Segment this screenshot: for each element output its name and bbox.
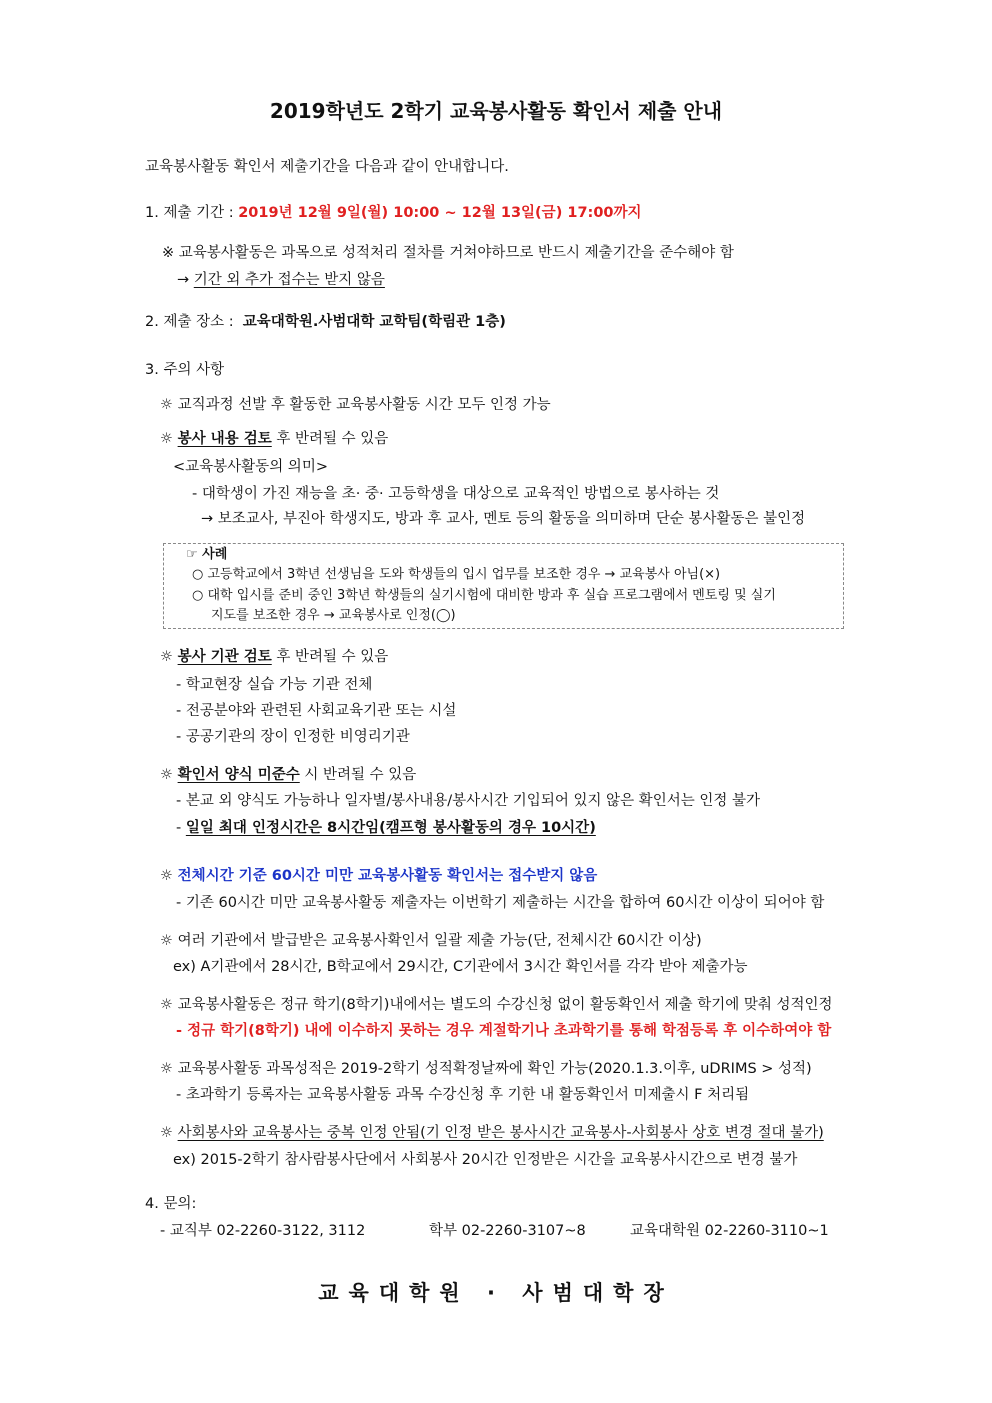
section-4-label: 4. 문의: (145, 1196, 197, 1212)
contact-teaching: - 교직부 02-2260-3122, 3112 (160, 1223, 366, 1239)
point-2-rest: 후 반려될 수 있음 (271, 431, 389, 447)
example-case-1: ○ 고등학교에서 3학년 선생님을 도와 학생들의 입시 업무를 보조한 경우 → 교육봉사 아님(×) (192, 567, 721, 582)
point-3-item-1: - 학교현장 실습 가능 기관 전체 (176, 677, 373, 693)
submission-place: 교육대학원.사범대학 교학팀(학림관 1층) (242, 314, 506, 330)
section-2-line (145, 312, 506, 332)
point-2-underlined: 봉사 내용 검토 (177, 431, 272, 447)
section-1-note2: 기간 외 추가 접수는 받지 않음 (193, 272, 385, 288)
point-8: ☼ 교육봉사활동 과목성적은 2019-2학기 성적확정날짜에 확인 가능(2020.1.3.이후, uDRIMS > 성적) (160, 1061, 812, 1077)
point-9 (160, 1123, 824, 1143)
point-2 (160, 429, 388, 449)
point-9-example: ex) 2015-2학기 참사람봉사단에서 사회봉사 20시간 인정받은 시간을 교육봉사시간으로 변경 불가 (173, 1152, 798, 1168)
submission-period: 2019년 12월 9일(월) 10:00 ~ 12월 13일(금) 17:00까지 (238, 205, 642, 221)
section-1-label: 1. 제출 기간 : (145, 205, 239, 221)
point-5-item-1: - 기존 60시간 미만 교육봉사활동 제출자는 이번학기 제출하는 시간을 합하여 60시간 이상이 되어야 함 (176, 895, 825, 911)
contact-grad: 교육대학원 02-2260-3110~1 (630, 1223, 829, 1239)
contact-undergrad: 학부 02-2260-3107~8 (429, 1223, 586, 1239)
point-8-item-1: - 초과학기 등록자는 교육봉사활동 과목 수강신청 후 기한 내 활동확인서 미제출시 F 처리됨 (176, 1087, 750, 1103)
point-6: ☼ 여러 기관에서 발급받은 교육봉사확인서 일괄 제출 가능(단, 전체시간 60시간 이상) (160, 933, 702, 949)
example-heading: ☞ 사례 (186, 547, 228, 562)
section-2-label: 2. 제출 장소 : (145, 314, 234, 330)
dash: - (176, 820, 186, 836)
point-3-item-2: - 전공분야와 관련된 사회교육기관 또는 시설 (176, 703, 457, 719)
sun-icon: ☼ (160, 868, 178, 884)
example-box (163, 543, 844, 629)
example-case-2b: 지도를 보조한 경우 → 교육봉사로 인정(◯) (211, 608, 456, 623)
point-3-underlined: 봉사 기관 검토 (177, 649, 272, 665)
meaning-desc-2: → 보조교사, 부진아 학생지도, 방과 후 교사, 멘토 등의 활동을 의미하며 단순 봉사활동은 불인정 (201, 511, 806, 527)
point-1: ☼ 교직과정 선발 후 활동한 교육봉사활동 시간 모두 인정 가능 (160, 397, 551, 413)
point-4-item-2: 일일 최대 인정시간은 8시간임(캠프형 봉사활동의 경우 10시간) (185, 820, 596, 836)
point-3 (160, 647, 388, 667)
sun-icon: ☼ (160, 431, 178, 447)
point-3-item-3: - 공공기관의 장이 인정한 비영리기관 (176, 729, 410, 745)
section-1-line (145, 203, 642, 223)
point-5-text: 전체시간 기준 60시간 미만 교육봉사활동 확인서는 접수받지 않음 (177, 868, 598, 884)
section-1-note2-line (177, 270, 385, 290)
point-4-item-1: - 본교 외 양식도 가능하나 일자별/봉사내용/봉사시간 기입되어 있지 않은 확인서는 인정 불가 (176, 793, 760, 809)
page-title: 2019학년도 2학기 교육봉사활동 확인서 제출 안내 (269, 99, 723, 123)
point-4-item-2-line (176, 818, 596, 838)
point-3-rest: 후 반려될 수 있음 (271, 649, 389, 665)
meaning-desc-1: - 대학생이 가진 재능을 초· 중· 고등학생을 대상으로 교육적인 방법으로 봉사하는 것 (192, 486, 720, 502)
sun-icon: ☼ (160, 1125, 178, 1141)
point-4-rest: 시 반려될 수 있음 (299, 767, 417, 783)
sun-icon: ☼ (160, 767, 178, 783)
arrow-icon: → (177, 272, 194, 288)
meaning-heading: <교육봉사활동의 의미> (173, 459, 328, 475)
point-4-underlined: 확인서 양식 미준수 (177, 767, 300, 783)
sun-icon: ☼ (160, 649, 178, 665)
section-1-note: ※ 교육봉사활동은 과목으로 성적처리 절차를 거쳐야하므로 반드시 제출기간을 준수해야 함 (162, 245, 734, 261)
section-3-label: 3. 주의 사항 (145, 362, 225, 378)
point-7: ☼ 교육봉사활동은 정규 학기(8학기)내에서는 별도의 수강신청 없이 활동확인서 제출 학기에 맞춰 성적인정 (160, 997, 833, 1013)
example-case-2a: ○ 대학 입시를 준비 중인 3학년 학생들의 실기시험에 대비한 방과 후 실습 프로그램에서 멘토링 및 실기 (192, 588, 776, 603)
issuer-signature: 교육대학원 · 사범대학장 (318, 1281, 674, 1305)
point-9-underlined: 사회봉사와 교육봉사는 중복 인정 안됨(기 인정 받은 봉사시간 교육봉사-사회봉사 상호 변경 절대 불가) (177, 1125, 824, 1141)
point-5 (160, 866, 597, 886)
point-6-example: ex) A기관에서 28시간, B학교에서 29시간, C기관에서 3시간 확인서를 각각 받아 제출가능 (173, 959, 748, 975)
point-7-item-1: - 정규 학기(8학기) 내에 이수하지 못하는 경우 계절학기나 초과학기를 통해 학점등록 후 이수하여야 함 (176, 1023, 832, 1039)
intro-text: 교육봉사활동 확인서 제출기간을 다음과 같이 안내합니다. (145, 159, 509, 175)
point-4 (160, 765, 416, 785)
